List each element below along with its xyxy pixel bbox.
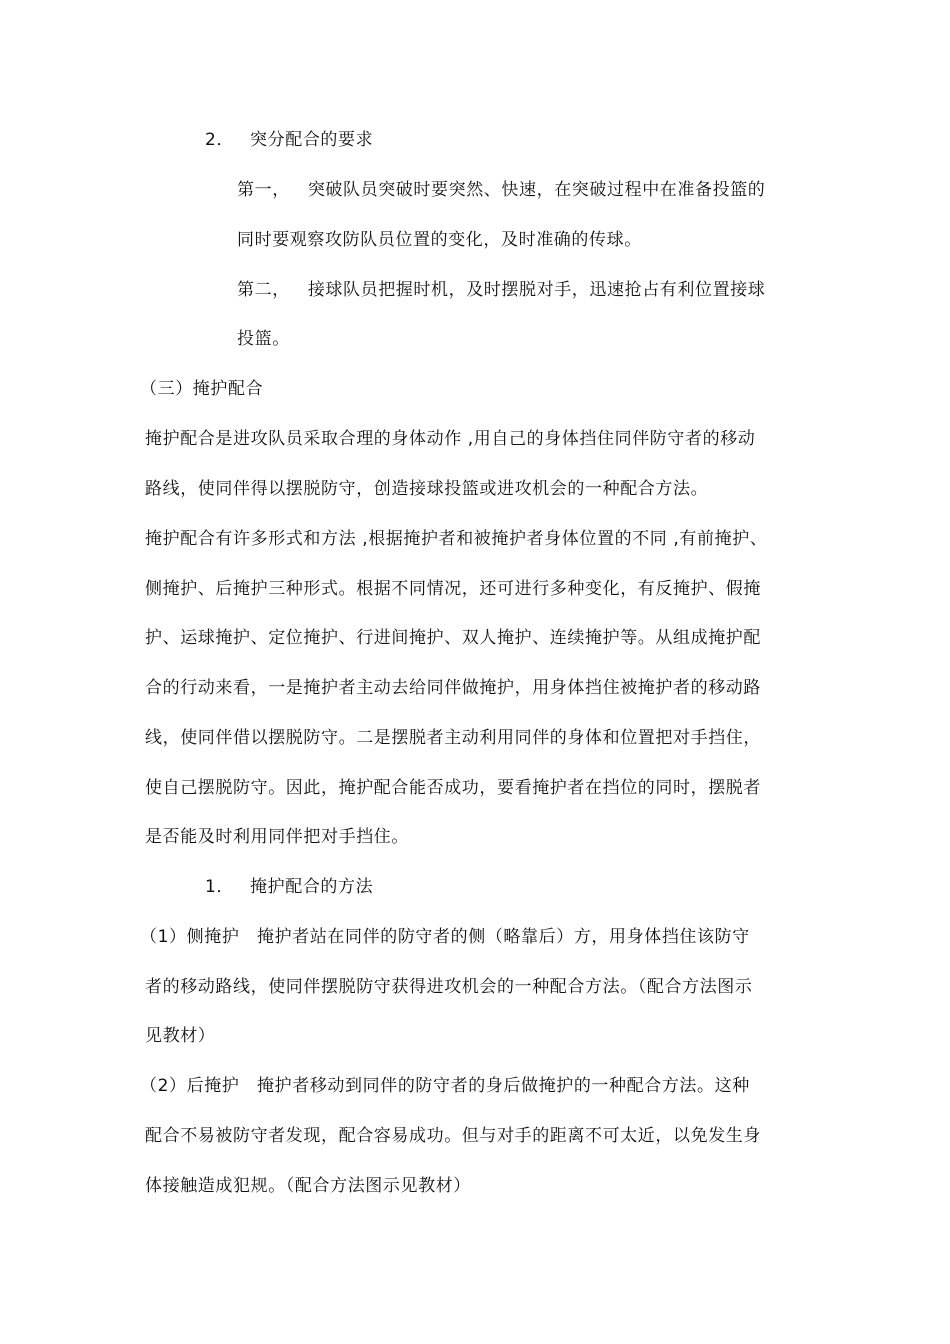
back-screen-line-1: （2）后掩护 掩护者移动到同伴的防守者的身后做掩护的一种配合方法。这种 [140,1076,750,1096]
requirement-item-2-continued: 投篮。 [237,329,290,349]
side-screen-line-2: 者的移动路线，使同伴摆脱防守获得进攻机会的一种配合方法。（配合方法图示 [145,977,753,997]
requirement-item-2-tag: 第二， [237,280,290,300]
screen-forms-line-1: 掩护配合有许多形式和方法 ,根据掩护者和被掩护者身体位置的不同 ,有前掩护、 [145,529,768,549]
subsection-1-number: 1． [205,877,235,897]
screen-forms-line-4: 合的行动来看，一是掩护者主动去给同伴做掩护，用身体挡住被掩护者的移动路 [145,678,761,698]
requirement-item-1 [237,178,765,202]
requirement-item-2-text: 接球队员把握时机，及时摆脱对手，迅速抢占有利位置接球 [307,280,766,300]
screen-forms-line-3: 护、运球掩护、定位掩护、行进间掩护、双人掩护、连续掩护等。从组成掩护配 [145,628,761,648]
subsection-1-title: 掩护配合的方法 [250,877,374,897]
screen-forms-line-5: 线，使同伴借以摆脱防守。二是摆脱者主动利用同伴的身体和位置把对手挡住， [145,728,761,748]
requirement-item-1-text: 突破队员突破时要突然、快速，在突破过程中在准备投篮的 [307,180,766,200]
screen-forms-line-7: 是否能及时利用同伴把对手挡住。 [145,827,409,847]
subsection-1-heading [205,875,373,899]
back-screen-line-3: 体接触造成犯规。（配合方法图示见教材） [145,1176,471,1196]
requirement-item-1-continued: 同时要观察攻防队员位置的变化，及时准确的传球。 [237,230,642,250]
screen-definition-line-2: 路线，使同伴得以摆脱防守，创造接球投篮或进攻机会的一种配合方法。 [145,479,709,499]
screen-forms-line-2: 侧掩护、后掩护三种形式。根据不同情况，还可进行多种变化，有反掩护、假掩 [145,579,761,599]
section-3-title: （三）掩护配合 [140,379,264,399]
back-screen-line-2: 配合不易被防守者发现，配合容易成功。但与对手的距离不可太近，以免发生身 [145,1126,761,1146]
section-2-heading [205,128,373,152]
screen-definition-line-1: 掩护配合是进攻队员采取合理的身体动作 ,用自己的身体挡住同伴防守者的移动 [145,429,756,449]
section-2-title: 突分配合的要求 [250,130,374,150]
side-screen-line-3: 见教材） [145,1026,216,1046]
requirement-item-2 [237,278,765,302]
side-screen-line-1: （1）侧掩护 掩护者站在同伴的防守者的侧（略靠后）方，用身体挡住该防守 [140,927,750,947]
section-2-number: 2． [205,130,235,150]
screen-forms-line-6: 使自己摆脱防守。因此，掩护配合能否成功，要看掩护者在挡位的同时，摆脱者 [145,778,761,798]
requirement-item-1-tag: 第一， [237,180,290,200]
